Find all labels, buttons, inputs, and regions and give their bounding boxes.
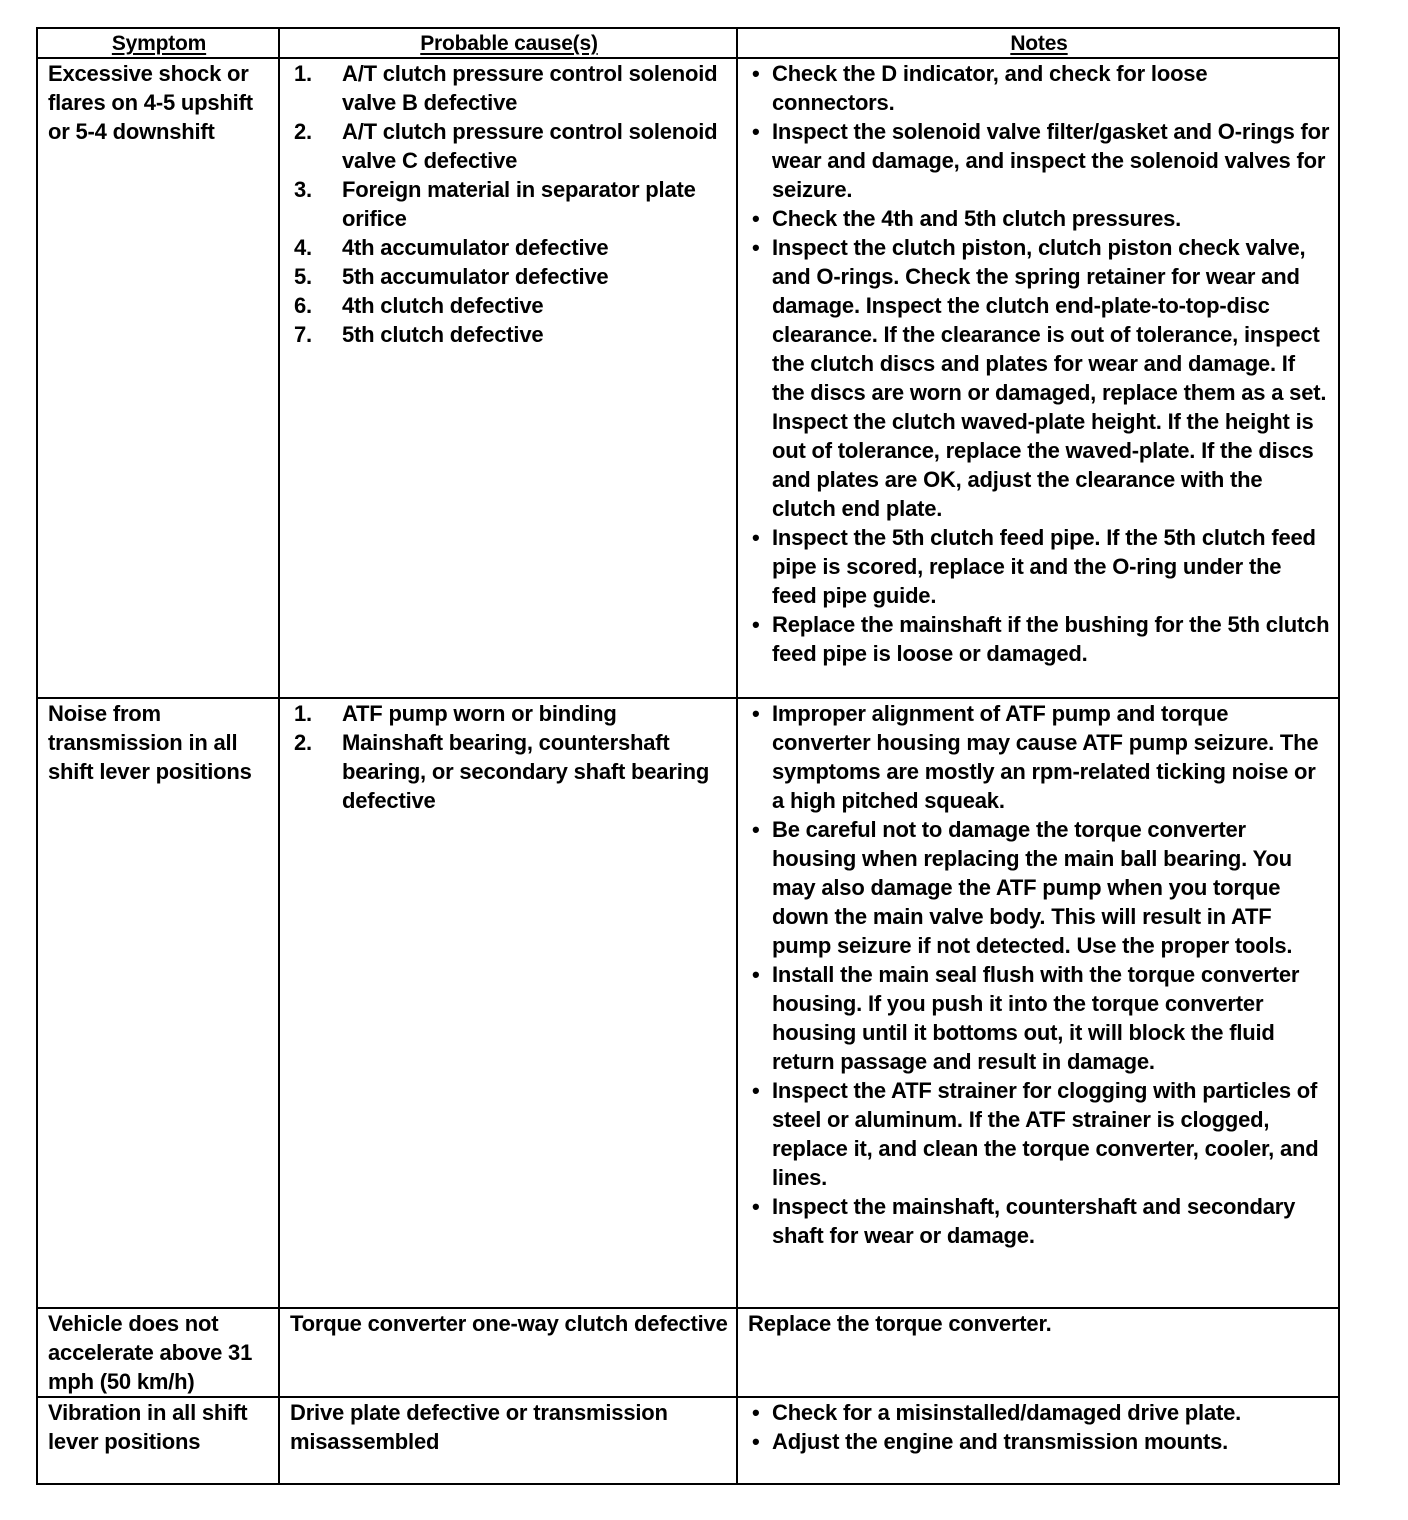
causes-cell: Drive plate defective or transmission misassembled [279,1397,737,1484]
note-item: • Inspect the 5th clutch feed pipe. If the 5th clutch feed pipe is scored, replace it and the O-ring under the feed pipe guide. [748,523,1330,610]
troubleshooting-table [36,27,1340,1485]
note-item: • Inspect the mainshaft, countershaft and secondary shaft for wear or damage. [748,1192,1330,1250]
cause-item: 3. Foreign material in separator plate orifice [294,177,696,231]
cause-item: 1. ATF pump worn or binding [294,701,617,726]
cause-item: 5. 5th accumulator defective [294,264,609,289]
notes-cell [737,1397,1339,1484]
causes-list [290,59,728,349]
table-row [37,698,1339,1308]
cause-item: 4. 4th accumulator defective [294,235,609,260]
header-row [37,28,1339,58]
notes-cell [737,58,1339,698]
cause-item: 2. Mainshaft bearing, countershaft bearing, or secondary shaft bearing defective [294,730,710,813]
causes-list [290,699,728,815]
cause-item: 2. A/T clutch pressure control solenoid valve C defective [294,119,718,173]
table-row [37,1308,1339,1397]
symptom-cell: Noise from transmission in all shift lever positions [37,698,279,1308]
cause-item: 7. 5th clutch defective [294,322,544,347]
cause-item: 1. A/T clutch pressure control solenoid valve B defective [294,61,718,115]
note-item: • Replace the mainshaft if the bushing for the 5th clutch feed pipe is loose or damaged. [748,610,1330,668]
symptom-cell: Vehicle does not accelerate above 31 mph (50 km/h) [37,1308,279,1397]
note-item: • Check for a misinstalled/damaged drive plate. [748,1398,1330,1427]
notes-cell [737,698,1339,1308]
cause-item: 6. 4th clutch defective [294,293,544,318]
notes-list [748,59,1330,668]
causes-cell [279,698,737,1308]
header-symptom: Symptom [37,28,279,58]
causes-cell: Torque converter one-way clutch defective [279,1308,737,1397]
notes-list [748,1398,1330,1456]
symptom-cell: Vibration in all shift lever positions [37,1397,279,1484]
table-row [37,1397,1339,1484]
note-item: • Inspect the solenoid valve filter/gasket and O-rings for wear and damage, and inspect the solenoid valves for seizure. [748,117,1330,204]
note-item: • Inspect the clutch piston, clutch piston check valve, and O-rings. Check the spring retainer for wear and damage. Inspect the clutch end-plate-to-top-disc clearance. If the clearance is out of tolerance, inspect the clutch discs and plates for wear and damage. If the discs are worn or damaged, replace them as a set. Inspect the clutch waved-plate height. If the height is out of tolerance, replace the waved-plate. If the discs and plates are OK, adjust the clearance with the clutch end plate. [748,233,1330,523]
note-item: • Inspect the ATF strainer for clogging with particles of steel or aluminum. If the ATF strainer is clogged, replace it, and clean the torque converter, cooler, and lines. [748,1076,1330,1192]
note-item: • Improper alignment of ATF pump and torque converter housing may cause ATF pump seizure. The symptoms are mostly an rpm-related ticking noise or a high pitched squeak. [748,699,1330,815]
header-probable-causes: Probable cause(s) [279,28,737,58]
header-notes: Notes [737,28,1339,58]
note-item: • Install the main seal flush with the torque converter housing. If you push it into the torque converter housing until it bottoms out, it will block the fluid return passage and result in damage. [748,960,1330,1076]
note-item: • Check the 4th and 5th clutch pressures. [748,204,1330,233]
table-row [37,58,1339,698]
symptom-cell: Excessive shock or flares on 4-5 upshift or 5-4 downshift [37,58,279,698]
causes-cell [279,58,737,698]
notes-list [748,699,1330,1250]
note-item: • Be careful not to damage the torque converter housing when replacing the main ball bearing. You may also damage the ATF pump when you torque down the main valve body. This will result in ATF pump seizure if not detected. Use the proper tools. [748,815,1330,960]
note-item: • Adjust the engine and transmission mounts. [748,1427,1330,1456]
notes-cell: Replace the torque converter. [737,1308,1339,1397]
note-item: • Check the D indicator, and check for loose connectors. [748,59,1330,117]
